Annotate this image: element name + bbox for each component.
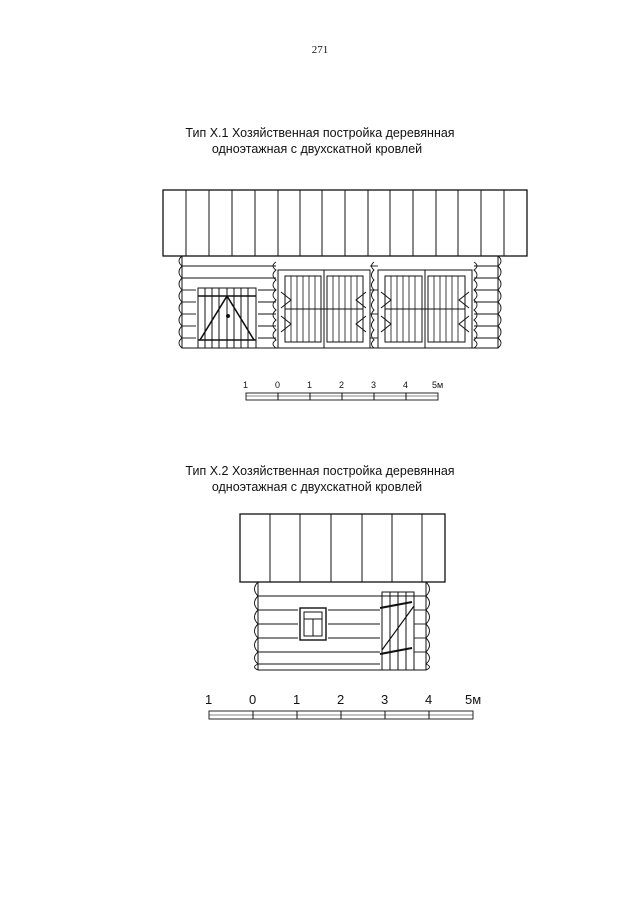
figure1-caption-line1: Тип X.1 Хозяйственная постройка деревянная: [185, 126, 455, 140]
figure2-scale-label: 0: [249, 692, 257, 707]
figure2-wall: [258, 582, 426, 670]
figure2-door: [380, 592, 414, 670]
figure1-scale-label: 0: [275, 380, 281, 390]
figure1-scale-label: 3: [371, 380, 377, 390]
figure2-scale-label: 1: [205, 692, 213, 707]
figure2-log-ends: [255, 582, 430, 670]
figure1-log-courses: [182, 266, 498, 338]
figure2-scale-label: 2: [337, 692, 345, 707]
figure1-roof-seams: [186, 190, 504, 256]
figure2-caption-line1: Тип X.2 Хозяйственная постройка деревянная: [185, 464, 455, 478]
figure1-small-door: [198, 288, 256, 348]
figure1-scale-bar: [246, 393, 438, 400]
figure2-scale-label: 3: [381, 692, 389, 707]
figure2-window: [300, 608, 326, 640]
figure1-scale-label: 4: [403, 380, 409, 390]
figure1-scale-label: 2: [339, 380, 345, 390]
figure2-caption-line2: одноэтажная с двухскатной кровлей: [211, 480, 423, 494]
figure2-scale-label: 5м: [465, 692, 482, 707]
figure1-caption-line2: одноэтажная с двухскатной кровлей: [211, 142, 423, 156]
figure2-roof-seams: [270, 514, 422, 582]
figure2-elevation-drawing: [209, 514, 473, 719]
figure2-scale-label: 4: [425, 692, 433, 707]
figure1-scale-label: 5м: [432, 380, 444, 390]
figure2-log-courses: [258, 596, 426, 664]
figure1-scale-label: 1: [243, 380, 249, 390]
figure2-roof: [240, 514, 445, 582]
figure2-scale-bar: [209, 711, 473, 719]
figure2-scale-label: 1: [293, 692, 301, 707]
figure1-scale-label: 1: [307, 380, 313, 390]
figure1-gate-right: [378, 270, 472, 348]
page-number: 271: [311, 44, 329, 56]
figure2-caption: [0, 463, 640, 495]
figure1-gate-left: [278, 270, 370, 348]
